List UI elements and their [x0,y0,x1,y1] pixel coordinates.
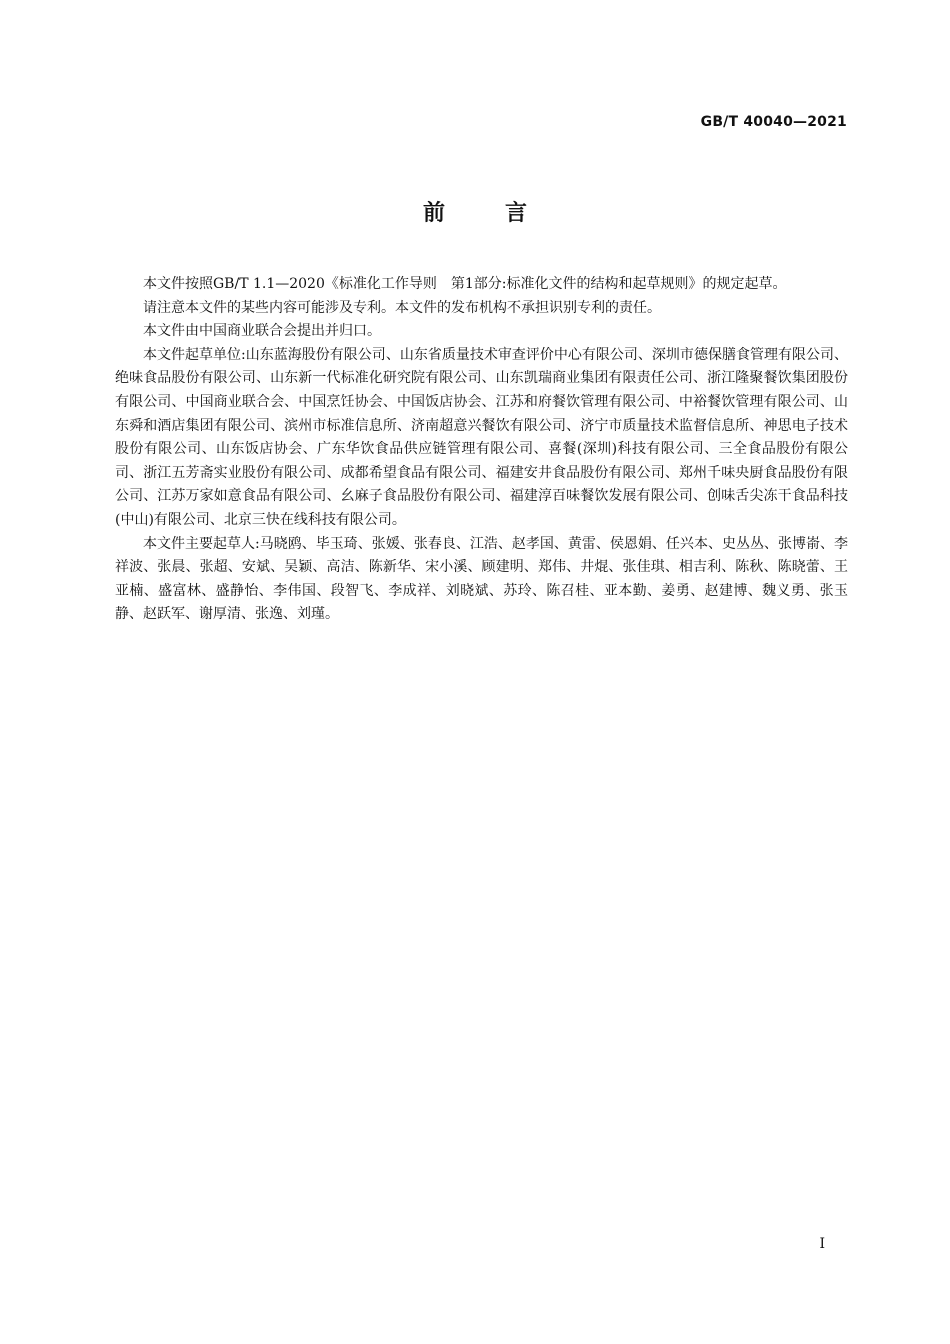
page-title: 前言 [422,201,587,226]
paragraph-patent-notice: 请注意本文件的某些内容可能涉及专利。本文件的发布机构不承担识别专利的责任。 [143,299,661,316]
paragraph-drafting-units: 本文件起草单位:山东蓝海股份有限公司、山东省质量技术审查评价中心有限公司、深圳市德保膳食管理有限公司、绝味食品股份有限公司、山东新一代标准化研究院有限公司、山东凯瑞商业集团有限责任公司、浙江隆聚餐饮集团股份有限公司、中国商业联合会、中国烹饪协会、中国饭店协会、江苏和府餐饮管理有限公司、中裕餐饮管理有限公司、山东舜和酒店集团有限公司、滨州市标准信息所、济南超意兴餐饮有限公司、济宁市质量技术监督信息所、神思电子技术股份有限公司、山东饭店协会、广东华饮食品供应链管理有限公司、喜餐(深圳)科技有限公司、三全食品股份有限公司、浙江五芳斋实业股份有限公司、成都希望食品有限公司、福建安井食品股份有限公司、郑州千味央厨食品股份有限公司、江苏万家如意食品有限公司、幺麻子食品股份有限公司、福建淳百味餐饮发展有限公司、创味舌尖冻干食品科技(中山)有限公司、北京三快在线科技有限公司。 [115,346,848,528]
paragraph-drafters: 本文件主要起草人:马晓鸥、毕玉琦、张媛、张春良、江浩、赵孝国、黄雷、侯恩娟、任兴本、史丛丛、张博嵛、李祥波、张晨、张超、安斌、吴颖、高洁、陈新华、宋小溪、顾建明、郑伟、井焜、张佳琪、相吉利、陈秋、陈晓蕾、王亚楠、盛富林、盛静怡、李伟国、段智飞、李成祥、刘晓斌、苏玲、陈召桂、亚本勤、姜勇、赵建博、魏义勇、张玉静、赵跃军、谢厚清、张逸、刘瑾。 [115,535,848,623]
foreword-body [115,273,848,627]
page-number: I [819,1236,825,1252]
standard-number: GB/T 40040—2021 [700,114,847,130]
paragraph-drafting-rules: 本文件按照GB/T 1.1—2020《标准化工作导则 第1部分:标准化文件的结构和起草规则》的规定起草。 [143,276,787,292]
paragraph-proposer: 本文件由中国商业联合会提出并归口。 [143,323,381,340]
